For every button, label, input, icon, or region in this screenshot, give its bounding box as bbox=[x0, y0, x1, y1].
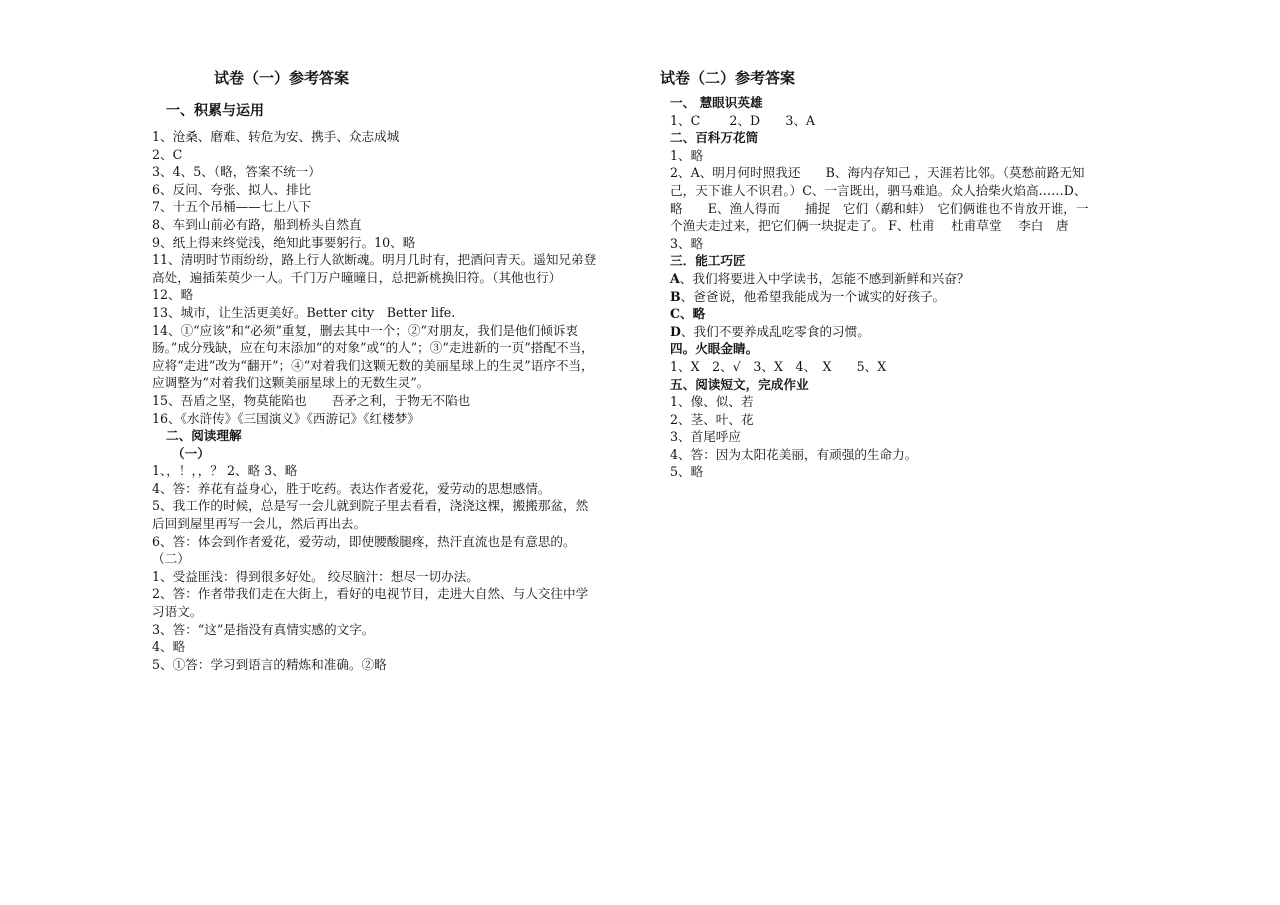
paper-two-title: 试卷（二）参考答案 bbox=[660, 69, 796, 87]
answer-line: 5、我工作的时候，总是写一会儿就到院子里去看看，浇浇这棵，搬搬那盆，然后回到屋里再写一会儿，然后再出去。 bbox=[152, 498, 589, 532]
answer-letter: D bbox=[670, 323, 681, 339]
answer-letter: C bbox=[670, 306, 681, 322]
answer-line: 3、首尾呼应 bbox=[670, 429, 741, 445]
answer-line bbox=[670, 323, 1098, 341]
answer-text: 、我们将要进入中学读书，怎能不感到新鲜和兴奋？ bbox=[679, 270, 970, 286]
answer-line: 3、4、5、（略，答案不统一） bbox=[152, 164, 321, 180]
section-five-heading: 五、阅读短文，完成作业 bbox=[670, 376, 809, 392]
answer-line: 6、答：体会到作者爱花，爱劳动，即使腰酸腿疼，热汗直流也是有意思的。 bbox=[152, 533, 576, 549]
answer-line: 9、纸上得来终觉浅，绝知此事要躬行。10、略 bbox=[152, 234, 416, 250]
answer-line: 1、受益匪浅：得到很多好处。 绞尽脑汁：想尽一切办法。 bbox=[152, 568, 479, 584]
answer-line: 3、答：“这”是指没有真情实感的文字。 bbox=[152, 621, 375, 637]
section-five-answers bbox=[660, 393, 1098, 481]
section-two-answers bbox=[660, 147, 1098, 253]
section-three-answers bbox=[660, 270, 1098, 340]
reading-part-one-answers bbox=[152, 462, 597, 550]
answer-line bbox=[670, 305, 1098, 323]
answer-letter: A bbox=[670, 270, 680, 286]
answer-letter: B bbox=[670, 288, 681, 304]
section-one-heading: 一、 慧眼识英雄 bbox=[670, 95, 763, 110]
answer-line bbox=[670, 288, 1098, 306]
answer-line: 1、C 2、D 3、A bbox=[670, 112, 816, 128]
reading-part-one-heading: （一） bbox=[172, 445, 210, 461]
answer-line: 5、①答：学习到语言的精炼和准确。②略 bbox=[152, 656, 387, 672]
answer-line: 2、A、明月何时照我还 B、海内存知己 ，天涯若比邻。（莫愁前路无知己，天下谁人不识君。）C、一言既出，驷马难追。众人拾柴火焰高……D、略 E、渔人得而 捕捉 它们（鹬和蚌） 它们俩谁也不肯放开谁，一个渔夫走过来，把它们俩一块捉走了。 F、杜甫 杜甫草堂 李白 唐 bbox=[670, 165, 1089, 234]
answer-line: 15、吾盾之坚，物莫能陷也 吾矛之利，于物无不陷也 bbox=[152, 392, 471, 408]
answer-text: 、略 bbox=[680, 306, 706, 322]
answer-line: 1、像、似、若 bbox=[670, 394, 754, 410]
paper-one-answers bbox=[152, 66, 597, 673]
answer-line: 1、，！，，？ 2、略 3、略 bbox=[152, 463, 298, 479]
answer-text: 、我们不要养成乱吃零食的习惯。 bbox=[680, 323, 870, 339]
answer-line: 3、略 bbox=[670, 235, 704, 251]
answer-line: 4、答：养花有益身心，胜于吃药。表达作者爱花，爱劳动的思想感情。 bbox=[152, 480, 551, 496]
answer-line: 14、①“应该”和“必须”重复，删去其中一个；②“对朋友，我们是他们倾诉衷肠。”成分残缺，应在句末添加“的对象”或“的人”；③“走进新的一页”搭配不当，应将“走进”改为“翻开”；④“对着我们这颗无数的美丽星球上的生灵”语序不当，应调整为“对着我们这颗美丽星球上的无数生灵”。 bbox=[152, 322, 594, 391]
section-accumulation-heading: 一、积累与运用 bbox=[166, 103, 264, 119]
section-three-heading: 三．能工巧匠 bbox=[670, 253, 746, 269]
answer-line: 12、略 bbox=[152, 287, 194, 303]
paper-two-answers bbox=[660, 66, 1098, 481]
answer-line: 1、略 bbox=[670, 147, 704, 163]
answer-line: 1、X 2、√ 3、X 4、 X 5、X bbox=[670, 358, 887, 374]
answer-line: 2、C bbox=[152, 146, 183, 162]
answer-line: 1、沧桑、磨难、转危为安、携手、众志成城 bbox=[152, 129, 400, 144]
answer-line: 8、车到山前必有路，船到桥头自然直 bbox=[152, 216, 362, 232]
answer-line: 11、清明时节雨纷纷，路上行人欲断魂。明月几时有，把酒问青天。遥知兄弟登高处，遍插茱萸少一人。千门万户曈曈日，总把新桃换旧符。（其他也行） bbox=[152, 252, 597, 285]
answer-text: 、爸爸说，他希望我能成为一个诚实的好孩子。 bbox=[680, 288, 946, 304]
answer-line: 4、答：因为太阳花美丽，有顽强的生命力。 bbox=[670, 446, 918, 462]
answer-line: 13、城市，让生活更美好。Better city Better life. bbox=[152, 304, 456, 320]
answer-line: 16、《水浒传》《三国演义》《西游记》《红楼梦》 bbox=[152, 410, 420, 426]
reading-part-two-heading: （二） bbox=[152, 551, 190, 567]
answer-line: 2、答：作者带我们走在大街上，看好的电视节目，走进大自然、与人交往中学习语文。 bbox=[152, 586, 589, 620]
answer-line: 7、十五个吊桶——七上八下 bbox=[152, 199, 312, 215]
answer-line bbox=[670, 270, 1098, 288]
section-two-heading: 二、百科万花筒 bbox=[670, 130, 759, 146]
answer-line: 6、反问、夸张、拟人、排比 bbox=[152, 181, 312, 197]
section-accumulation-answers bbox=[152, 128, 597, 427]
section-four-heading: 四。火眼金睛。 bbox=[670, 341, 759, 357]
answer-line: 5、略 bbox=[670, 464, 704, 480]
answer-line: 2、茎、叶、花 bbox=[670, 411, 754, 427]
section-reading-heading: 二、阅读理解 bbox=[166, 428, 242, 444]
reading-part-two-answers bbox=[152, 568, 597, 674]
paper-one-title: 试卷（一）参考答案 bbox=[214, 69, 350, 87]
answer-line: 4、略 bbox=[152, 639, 186, 655]
